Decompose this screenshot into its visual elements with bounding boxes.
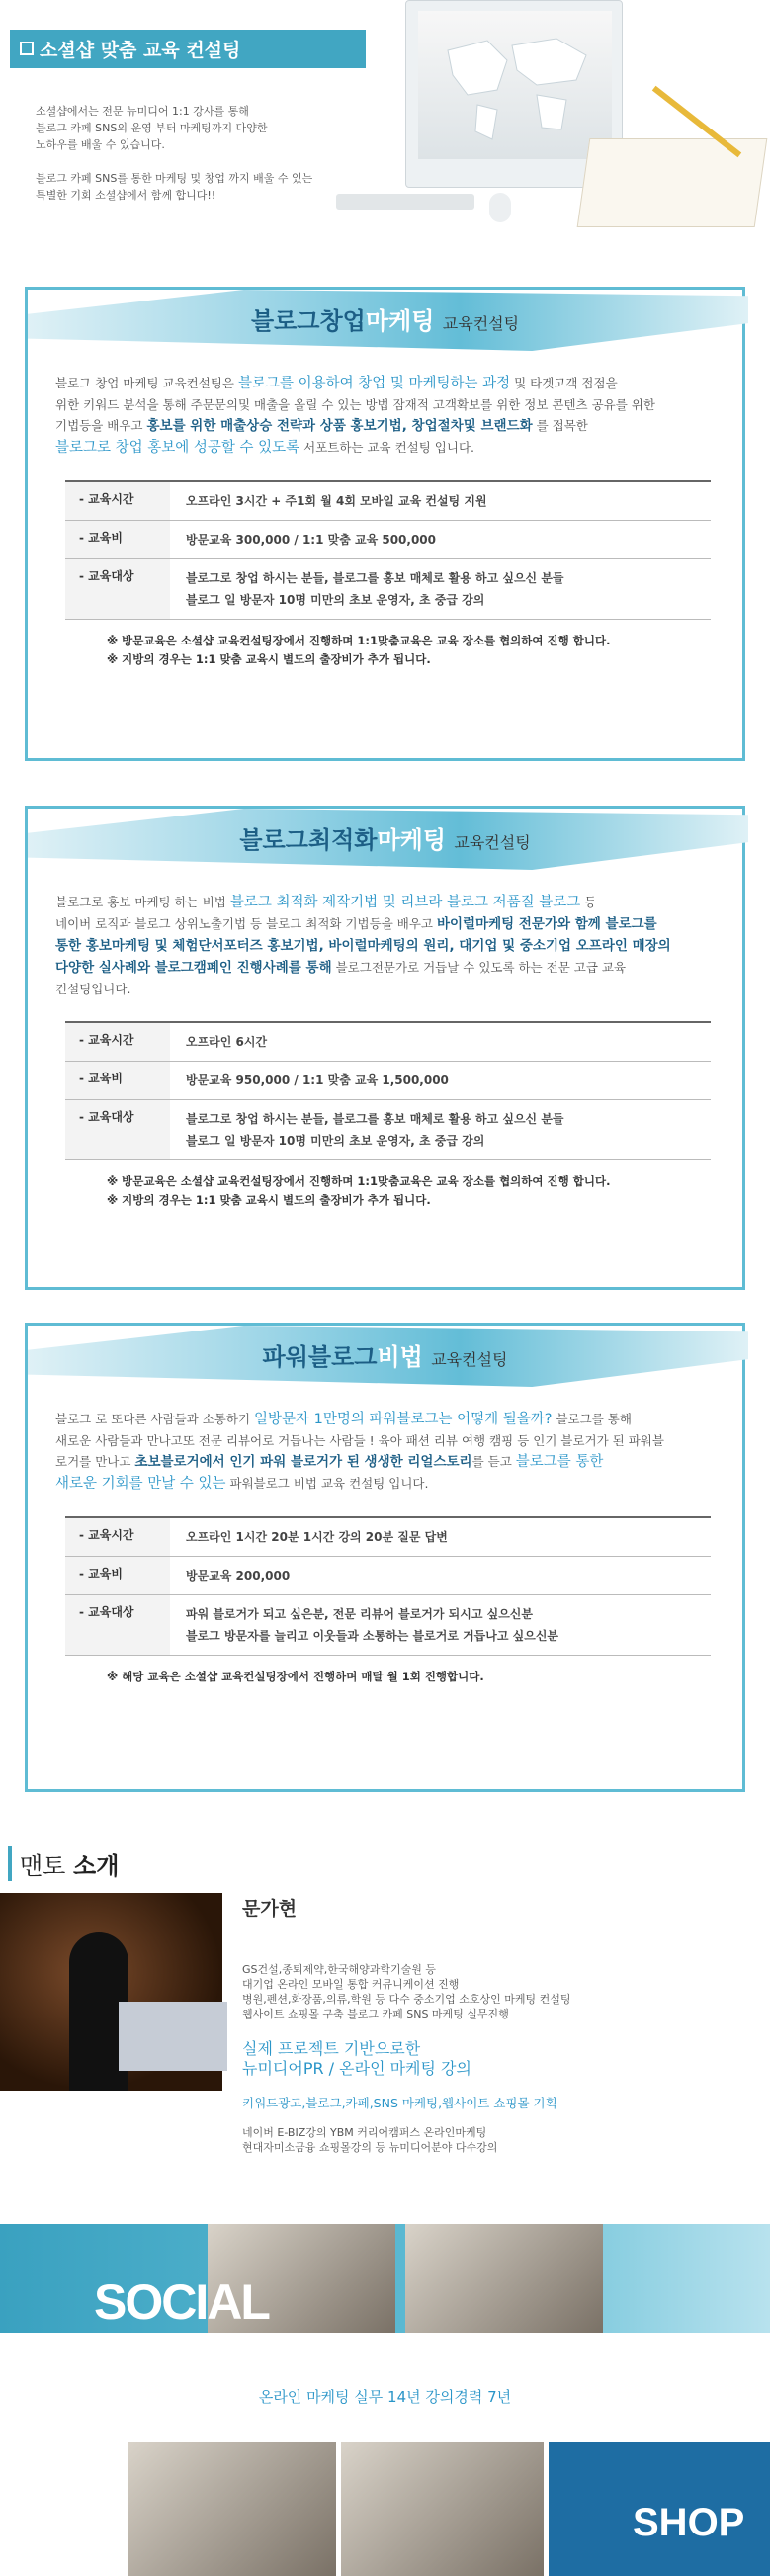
bio-line: 웹사이트 쇼핑몰 구축 블로그 카페 SNS 마케팅 실무진행 xyxy=(242,2008,509,2020)
row-value xyxy=(170,1062,711,1099)
intro-line xyxy=(55,1473,715,1495)
intro-line xyxy=(55,373,715,394)
mentor-bio xyxy=(242,1962,571,2021)
course-intro xyxy=(28,870,742,999)
row-value-line: 오프라인 1시간 20분 1시간 강의 20분 질문 답변 xyxy=(186,1530,448,1544)
intro-line: 블로그 카페 SNS의 운영 부터 마케팅까지 다양한 xyxy=(36,122,268,134)
intro-line xyxy=(55,394,715,415)
social-banner xyxy=(0,2224,770,2333)
mentor-photo xyxy=(0,1893,222,2091)
row-value xyxy=(170,1100,711,1159)
intro-text: 컨설팅입니다. xyxy=(55,982,131,996)
row-label: - 교육대상 xyxy=(65,1100,170,1159)
intro-highlight: 일방문자 1만명의 파워블로그는 어떻게 될을까? xyxy=(254,1412,553,1427)
course-title-sub: 교육컨설팅 xyxy=(442,314,520,333)
intro-line xyxy=(55,415,715,437)
table-row xyxy=(65,1062,711,1100)
course-notes xyxy=(28,1160,742,1224)
row-label: - 교육시간 xyxy=(65,1023,170,1061)
lecture-photo xyxy=(405,2224,603,2333)
bio-line: 대기업 온라인 모바일 통합 커뮤니케이션 진행 xyxy=(242,1978,460,1991)
intro-line: 특별한 기회 소셜샵에서 함께 합니다!! xyxy=(36,189,216,202)
intro-text: 블로그로 홍보 마케팅 하는 비법 xyxy=(55,895,230,909)
mentor-heading-a: 맨토 xyxy=(20,1852,66,1880)
note-line: ※ 방문교육은 소셜샵 교육컨설팅장에서 진행하며 1:1맞춤교육은 교육 장소를 협의하여 진행 합니다. xyxy=(107,634,611,647)
intro-text: 및 타겟고객 접점을 xyxy=(510,376,618,390)
course-title xyxy=(28,1337,742,1372)
intro-bold: 바이럴마케팅 전문가와 함께 블로그를 xyxy=(436,916,657,932)
experience-text: 온라인 마케팅 실무 14년 강의경력 7년 xyxy=(258,2388,512,2406)
table-row xyxy=(65,1518,711,1557)
course-title-band xyxy=(28,290,742,351)
row-value-line: 방문교육 200,000 xyxy=(186,1569,291,1583)
note-line: ※ 방문교육은 소셜샵 교육컨설팅장에서 진행하며 1:1맞춤교육은 교육 장소를 협의하여 진행 합니다. xyxy=(107,1174,611,1188)
course-title-main: 마케팅 xyxy=(377,826,447,854)
mentor-heading xyxy=(8,1846,119,1881)
intro-line: 소셜샵에서는 전문 뉴미디어 1:1 강사를 통해 xyxy=(36,105,249,118)
row-value-line: 오프라인 3시간 + 주1회 월 4회 모바일 교육 컨설팅 지원 xyxy=(186,494,487,508)
row-label: - 교육대상 xyxy=(65,559,170,619)
course-title-main: 마케팅 xyxy=(365,307,435,335)
course-notes xyxy=(28,620,742,683)
intro-paragraph-1 xyxy=(36,103,411,153)
intro-text: 새로운 사람들과 만나고또 전문 리뷰어로 거듭나는 사람들 ! 육아 패션 리뷰 여행 캠핑 등 인기 블로거가 된 파워블 xyxy=(55,1433,664,1448)
course-title-main: 비법 xyxy=(377,1343,423,1371)
course-info-table xyxy=(65,480,711,620)
mentor-highlight-1: 실제 프로젝트 기반으로한 xyxy=(242,2039,421,2058)
table-row xyxy=(65,1100,711,1160)
course-box xyxy=(25,1323,745,1792)
row-value-line: 블로그 일 방문자 10명 미만의 초보 운영자, 초 중급 강의 xyxy=(186,593,485,607)
lecture-photo xyxy=(128,2442,336,2576)
row-value-line: 블로그로 창업 하시는 분들, 블로그를 홍보 매체로 활용 하고 싶으신 분들 xyxy=(186,571,564,585)
page-title: 소셜샵 맞춤 교육 컨설팅 xyxy=(10,30,366,68)
row-value xyxy=(170,1557,711,1594)
intro-bold: 다양한 실사례와 블로그캠페인 진행사례를 통해 xyxy=(55,960,332,976)
table-row xyxy=(65,1023,711,1062)
row-value-line: 파워 블로거가 되고 싶은분, 전문 리뷰어 블로거가 되시고 싶으신분 xyxy=(186,1607,533,1621)
intro-text: 네이버 로직과 블로그 상위노출기법 등 블로그 최적화 기법등을 배우고 xyxy=(55,916,437,931)
course-intro xyxy=(28,1387,742,1495)
intro-line xyxy=(55,913,715,935)
intro-highlight: 새로운 기회를 만날 수 있는 xyxy=(55,1476,226,1492)
course-title-band xyxy=(28,1326,742,1387)
intro-highlight: 블로그를 이용하여 창업 및 마케팅하는 과정 xyxy=(237,376,511,391)
intro-text: 블로그를 통해 xyxy=(552,1412,632,1426)
intro-highlight: 블로그로 창업 홍보에 성공할 수 있도록 xyxy=(55,440,300,456)
intro-text: 를 듣고 xyxy=(471,1454,516,1469)
intro-bold: 초보블로거에서 인기 파워 블로거가 된 생생한 리얼스토리 xyxy=(134,1454,472,1470)
world-map-graphic xyxy=(418,11,612,159)
row-label: - 교육대상 xyxy=(65,1595,170,1655)
intro-text: 로거를 만나고 xyxy=(55,1454,135,1469)
row-label: - 교육시간 xyxy=(65,482,170,520)
table-row xyxy=(65,559,711,620)
row-value-line: 오프라인 6시간 xyxy=(186,1035,268,1049)
table-row xyxy=(65,521,711,559)
row-value-line: 블로그 방문자를 늘리고 이웃들과 소통하는 블로거로 거듭나고 싶으신분 xyxy=(186,1629,559,1643)
intro-line: 노하우를 배울 수 있습니다. xyxy=(36,138,165,151)
header-section xyxy=(0,0,770,247)
intro-line xyxy=(55,1451,715,1473)
mentor-heading-b: 소개 xyxy=(73,1852,120,1880)
table-row xyxy=(65,1557,711,1595)
row-value xyxy=(170,1518,711,1556)
row-value-line: 블로그 일 방문자 10명 미만의 초보 운영자, 초 중급 강의 xyxy=(186,1134,485,1148)
intro-line xyxy=(55,935,715,957)
intro-line xyxy=(55,437,715,459)
intro-text: 블로그 로 또다른 사람들과 소통하기 xyxy=(55,1412,254,1426)
intro-line xyxy=(55,979,715,999)
intro-highlight: 블로그를 통한 xyxy=(515,1454,604,1470)
mentor-highlight-2: 뉴미디어PR / 온라인 마케팅 강의 xyxy=(242,2059,471,2078)
intro-line xyxy=(55,892,715,913)
row-label: - 교육비 xyxy=(65,521,170,558)
course-title-sub: 교육컨설팅 xyxy=(431,1350,508,1369)
mentor-name: 문가현 xyxy=(242,1898,298,1920)
mouse-illustration xyxy=(489,193,511,222)
course-box xyxy=(25,287,745,761)
row-label: - 교육비 xyxy=(65,1062,170,1099)
intro-bold: 통한 홍보마케팅 및 체험단서포터즈 홍보기법, 바이럴마케팅의 원리, 대기업 및 중소기업 오프라인 매장의 xyxy=(55,938,671,954)
course-title xyxy=(28,820,742,855)
course-title-band xyxy=(28,809,742,870)
row-label: - 교육시간 xyxy=(65,1518,170,1556)
table-row xyxy=(65,1595,711,1656)
course-info-table xyxy=(65,1516,711,1656)
intro-text: 기법등을 배우고 xyxy=(55,418,147,433)
course-box xyxy=(25,806,745,1290)
shop-wordmark: SHOP xyxy=(633,2501,745,2544)
intro-text: 서포트하는 교육 컨설팅 입니다. xyxy=(299,440,474,455)
intro-line xyxy=(55,957,715,979)
note-line: ※ 지방의 경우는 1:1 맞춤 교육시 별도의 출장비가 추가 됩니다. xyxy=(107,652,431,666)
intro-text: 를 접목한 xyxy=(532,418,588,433)
course-title xyxy=(28,301,742,336)
bio-line: 네이버 E-BIZ강의 YBM 커리어캠퍼스 온라인마케팅 xyxy=(242,2126,487,2139)
intro-text: 블로그전문가로 거듭날 수 있도록 하는 전문 고급 교육 xyxy=(331,960,627,975)
mentor-highlight-3: 키워드광고,블로그,카페,SNS 마케팅,웹사이트 쇼핑몰 기획 xyxy=(242,2096,557,2110)
note-line: ※ 해당 교육은 소셜샵 교육컨설팅장에서 진행하며 매달 월 1회 진행합니다. xyxy=(107,1670,484,1683)
course-title-strong: 블로그창업 xyxy=(250,307,366,335)
bio-line: 병원,펜션,화장품,의류,학원 등 다수 중소기업 소호상인 마케팅 컨설팅 xyxy=(242,1993,571,2006)
row-value-line: 방문교육 950,000 / 1:1 맞춤 교육 1,500,000 xyxy=(186,1073,449,1087)
row-value xyxy=(170,1595,711,1655)
intro-line: 블로그 카페 SNS를 통한 마케팅 및 창업 까지 배울 수 있는 xyxy=(36,172,313,185)
mentor-bio-2 xyxy=(242,2125,497,2155)
row-value xyxy=(170,521,711,558)
intro-bold: 홍보를 위한 매출상승 전략과 상품 홍보기법, 창업절차및 브랜드화 xyxy=(146,418,533,434)
table-row xyxy=(65,482,711,521)
course-title-strong: 파워블로그 xyxy=(262,1343,378,1371)
intro-text: 블로그 창업 마케팅 교육컨설팅은 xyxy=(55,376,238,390)
course-title-sub: 교육컨설팅 xyxy=(454,833,531,852)
row-label: - 교육비 xyxy=(65,1557,170,1594)
bio-line: GS건설,종퇴제약,한국해양과학기술원 등 xyxy=(242,1963,437,1976)
course-title-strong: 블로그최적화 xyxy=(239,826,378,854)
presentation-screen xyxy=(119,2002,227,2071)
keyboard-illustration xyxy=(336,194,474,210)
intro-text: 등 xyxy=(580,895,597,909)
course-intro xyxy=(28,351,742,459)
row-value-line: 방문교육 300,000 / 1:1 맞춤 교육 500,000 xyxy=(186,533,436,547)
intro-line xyxy=(55,1430,715,1451)
course-notes xyxy=(28,1656,742,1700)
course-info-table xyxy=(65,1021,711,1160)
bio-line: 현대자미소금융 쇼핑몰강의 등 뉴미디어분야 다수강의 xyxy=(242,2141,498,2154)
row-value xyxy=(170,482,711,520)
intro-highlight: 블로그 최적화 제작기법 및 리브라 블로그 저품질 블로그 xyxy=(229,895,581,910)
row-value xyxy=(170,1023,711,1061)
intro-line xyxy=(55,1409,715,1430)
row-value-line: 블로그로 창업 하시는 분들, 블로그를 홍보 매체로 활용 하고 싶으신 분들 xyxy=(186,1112,564,1126)
social-wordmark: SOCIAL xyxy=(94,2275,269,2330)
row-value xyxy=(170,559,711,619)
note-line: ※ 지방의 경우는 1:1 맞춤 교육시 별도의 출장비가 추가 됩니다. xyxy=(107,1193,431,1207)
lecture-photo xyxy=(341,2442,544,2576)
intro-text: 파워블로그 비법 교육 컨설팅 입니다. xyxy=(225,1476,429,1491)
intro-text: 위한 키워드 분석을 통해 주문문의및 매출을 올릴 수 있는 방법 잠재적 고객확보를 위한 정보 콘텐츠 공유를 위한 xyxy=(55,397,655,412)
